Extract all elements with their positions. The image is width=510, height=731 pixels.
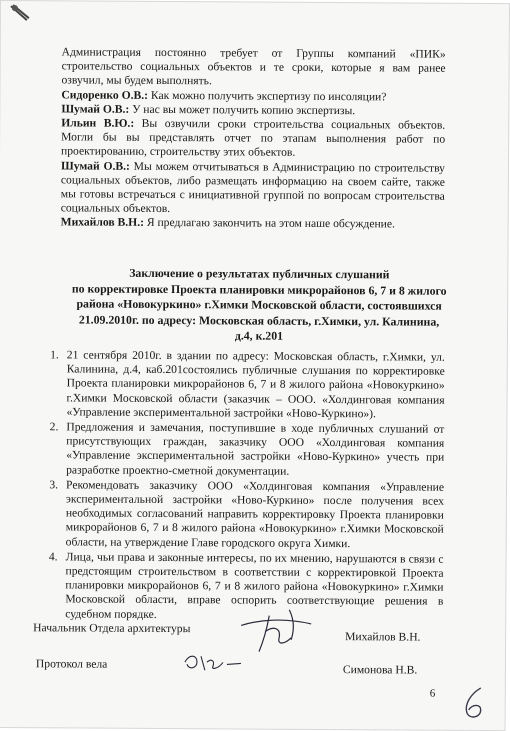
signature-role: Протокол вела: [35, 657, 108, 671]
list-item-number: 4.: [48, 550, 58, 564]
list-item: [38, 420, 444, 479]
list-item-number: 1.: [50, 348, 59, 362]
list-item: [38, 348, 444, 421]
speaker-name: Ильин В.Ю.:: [61, 116, 135, 130]
handwritten-page-number: [455, 684, 495, 722]
conclusion-title-line: 21.09.2010г. по адресу: Московская область, г.Химки, ул. Калинина,: [78, 311, 440, 329]
dialog-paragraph: [61, 116, 445, 161]
list-item: [38, 478, 444, 551]
handwritten-signature: [179, 648, 249, 674]
conclusion-title-line: района «Новокуркино» г.Химки Московской области, состоявшихся: [76, 296, 442, 313]
dialog-section: [61, 45, 446, 232]
paper-clip-icon: [9, 3, 31, 23]
dialog-text: У нас вы может получить копию экспертизы.: [129, 102, 356, 117]
dialog-paragraph: [61, 45, 445, 90]
list-item-text: Предложения и замечания, поступившие в ходе публичных слушаний от присутствующих граждан, заказчику ООО «Холдинговая компания «Управление экспериментальной застройки «Ново-Куркино» учесть при разработке проектно-сметной документации.: [66, 420, 445, 478]
speaker-name: Шумай О.В.:: [60, 159, 130, 173]
list-item-text: 21 сентября 2010г. в здании по адресу: Московская область, г.Химки, ул. Калинина, д.4, каб.201состоялись публичные слушания по корректировке Проекта планировки микрорайонов 6, 7 и 8 жилого района «Новокуркино» г.Химки Московской области (заказчик – ООО. «Холдинговая компания «Управление экспериментальной застройки «Ново-Куркино»).: [66, 348, 445, 421]
dialog-paragraph: [61, 159, 445, 218]
speaker-name: Шумай О.В.:: [61, 102, 130, 116]
dialog-text: Я предлагаю закончить на этом наше обсуждение.: [143, 216, 396, 231]
dialog-paragraph: [61, 216, 445, 233]
signatory-name: Михайлов В.Н.: [345, 630, 421, 644]
conclusion-list: [37, 348, 445, 624]
signature-role: Начальник Отдела архитектуры: [33, 621, 191, 636]
speaker-name: Сидоренко О.В.:: [61, 87, 149, 102]
speaker-name: Михайлов В.Н.:: [60, 215, 145, 230]
list-item-number: 3.: [49, 478, 59, 492]
page-number: 6: [429, 687, 436, 700]
dialog-text: Мы можем отчитываться в Администрацию по строительству социальных объектов, либо размещать информацию на своем сайте, также мы готовы встречаться с инициативной группой по вопросам строительства социальных объектов.: [60, 159, 446, 216]
list-item-text: Рекомендовать заказчику ООО «Холдинговая компания «Управление экспериментальной застройки «Ново-Куркино» после получения всех необходимых согласований направить корректировку Проекта планировки микрорайонов 6, 7 и 8 жилого района «Новокуркино» г.Химки Московской области, на утверждение Главе городского округа Химки.: [65, 478, 445, 550]
dialog-text: Вы озвучили сроки строительства социальных объектов. Могли бы вы представлять отчет по этапам выполнения работ по проектированию, строительству этих объектов.: [61, 116, 446, 160]
conclusion-title-line: по корректировке Проекта планировки микрорайонов 6, 7 и 8 жилого: [71, 280, 447, 298]
conclusion-title-line: Заключение о результатах публичных слушаний: [129, 265, 390, 282]
list-item-text: Лица, чьи права и законные интересы, по их мнению, нарушаются в связи с предстоящим строительством в соответствии с корректировкой Проекта планировки микрорайонов 6, 7 и 8 жилого района «Новокуркино» г.Химки Московской области, вправе оспорить соответствующие решения в судебном порядке.: [65, 550, 444, 621]
dialog-text: Администрация постоянно требует от Группы компаний «ПИК» строительство социальных объектов и те сроки, которые я вам ранее озвучил, мы будем выполнять.: [61, 45, 446, 88]
conclusion-title: [59, 265, 459, 345]
dialog-text: Как можно получить экспертизу по инсоляции?: [148, 88, 387, 103]
list-item-number: 2.: [49, 420, 59, 434]
conclusion-title-line: д.4, к.201: [234, 328, 284, 343]
signatory-name: Симонова Н.В.: [342, 663, 418, 677]
